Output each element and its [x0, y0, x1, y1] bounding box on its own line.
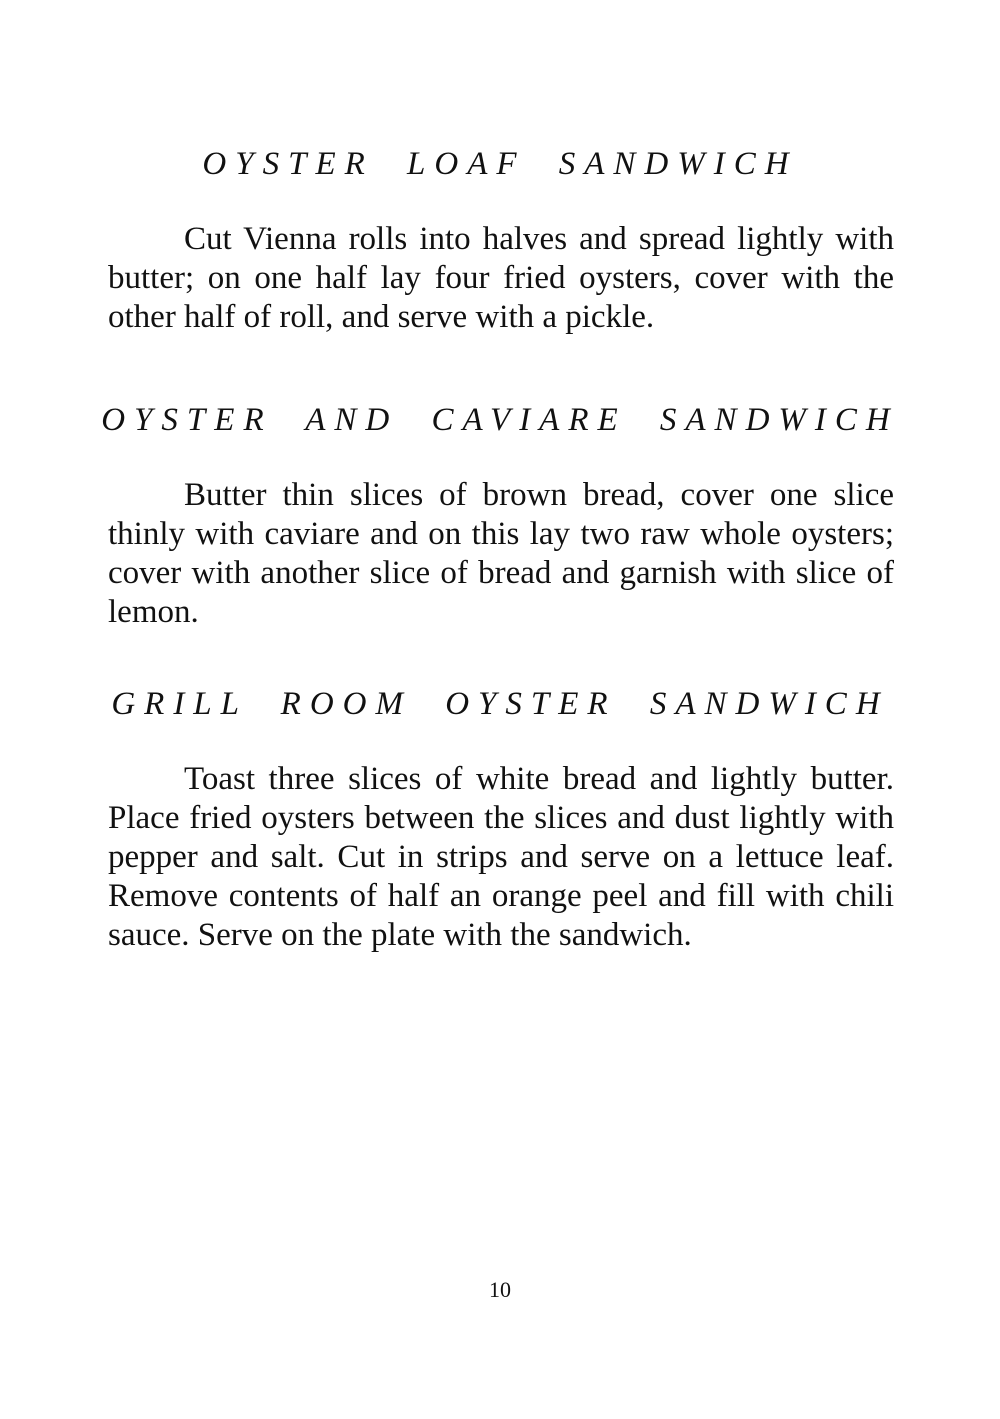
- recipe-title-grill-room-oyster-sandwich: GRILL ROOM OYSTER SANDWICH: [111, 686, 889, 722]
- recipe-body-grill-room-oyster-sandwich: Toast three slices of white bread and lightly butter. Place fried oysters between the slices and dust lightly with pepper and salt. Cut in strips and serve on a lettuce leaf. Remove contents of half an orange peel and fill with chili sauce. Serve on the plate with the sandwich.: [108, 761, 894, 953]
- recipe-body-oyster-and-caviare-sandwich: Butter thin slices of brown bread, cover one slice thinly with caviare and on this lay two raw whole oysters; cover with another slice of bread and garnish with slice of lemon.: [108, 477, 894, 630]
- recipe-body-oyster-loaf-sandwich: Cut Vienna rolls into halves and spread lightly with butter; on one half lay four fried oysters, cover with the other half of roll, and serve with a pickle.: [108, 221, 894, 335]
- page-number: 10: [489, 1277, 511, 1302]
- recipe-title-oyster-and-caviare-sandwich: OYSTER AND CAVIARE SANDWICH: [101, 402, 899, 438]
- recipe-title-oyster-loaf-sandwich: OYSTER LOAF SANDWICH: [202, 146, 798, 182]
